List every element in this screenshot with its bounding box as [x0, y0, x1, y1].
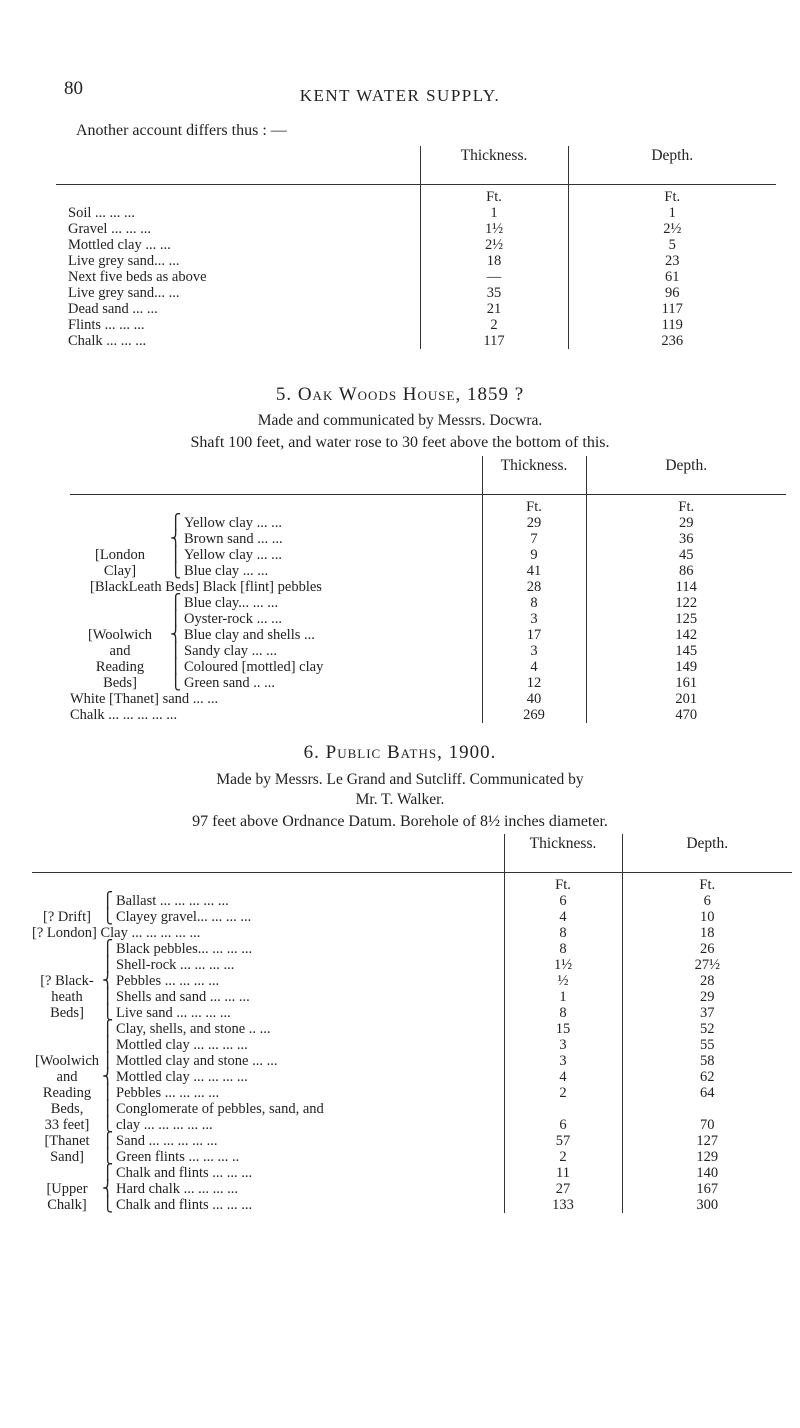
stratum-label: Live grey sand... ...: [68, 253, 180, 269]
table-section-6: [32, 834, 792, 1213]
unit-depth: Ft.: [622, 873, 792, 894]
thickness-value: 11: [504, 1165, 622, 1181]
stratum-label: Yellow clay ... ...: [184, 547, 283, 563]
table-section-5: [70, 456, 786, 723]
stratum-label: [? London] Clay ... ... ... ... ...: [32, 925, 201, 941]
group-label-drift: [? Drift]: [43, 909, 91, 925]
stratum-label: Sandy clay ... ...: [184, 643, 278, 659]
table-row: [32, 1133, 792, 1149]
stratum-label: Yellow clay ... ...: [184, 515, 283, 531]
stratum-label: Mottled clay and stone ... ...: [116, 1053, 278, 1069]
stratum-label: Blue clay and shells ...: [184, 627, 315, 643]
depth-value: 470: [586, 707, 786, 723]
depth-value: 145: [586, 643, 786, 659]
thickness-value: 27: [504, 1181, 622, 1197]
stratum-label: clay ... ... ... ... ...: [116, 1117, 213, 1133]
group-label-london-clay: [London Clay]: [95, 547, 145, 579]
section-note: Shaft 100 feet, and water rose to 30 feet above the bottom of this.: [190, 434, 610, 451]
depth-value: 62: [622, 1069, 792, 1085]
depth-value: 127: [622, 1133, 792, 1149]
stratum-label: White [Thanet] sand ... ...: [70, 691, 219, 707]
stratum-label: Clay, shells, and stone .. ...: [116, 1021, 271, 1037]
depth-value: 29: [622, 989, 792, 1005]
thickness-value: 3: [504, 1053, 622, 1069]
stratum-label: Green flints ... ... ... ..: [116, 1149, 240, 1165]
thickness-value: 41: [482, 563, 586, 579]
brace-glyph: ⎧ ⎨ ⎩: [102, 1165, 114, 1213]
depth-value: 114: [586, 579, 786, 595]
depth-value: 18: [622, 925, 792, 941]
stratum-label: Chalk ... ... ...: [68, 333, 147, 349]
depth-value: 119: [568, 317, 776, 333]
group-label-upper-chalk: [Upper Chalk]: [46, 1181, 88, 1213]
table-row: [56, 317, 776, 333]
thickness-value: 28: [482, 579, 586, 595]
depth-value: 10: [622, 909, 792, 925]
depth-value: 1: [568, 205, 776, 221]
depth-value: [622, 1101, 792, 1117]
depth-value: 122: [586, 595, 786, 611]
stratum-label: Mottled clay ... ... ... ...: [116, 1037, 248, 1053]
stratum-label: Shell-rock ... ... ... ...: [116, 957, 235, 973]
stratum-label: Live sand ... ... ... ...: [116, 1005, 231, 1021]
thickness-value: —: [420, 269, 568, 285]
stratum-label: Hard chalk ... ... ... ...: [116, 1181, 239, 1197]
thickness-value: 8: [504, 925, 622, 941]
stratum-label: Next five beds as above: [68, 269, 207, 285]
depth-value: 29: [586, 515, 786, 531]
depth-value: 23: [568, 253, 776, 269]
depth-value: 167: [622, 1181, 792, 1197]
thickness-value: 2: [420, 317, 568, 333]
col-header-thickness: Thickness.: [420, 146, 568, 185]
depth-value: 142: [586, 627, 786, 643]
stratum-label: Pebbles ... ... ... ...: [116, 973, 220, 989]
thickness-value: [504, 1101, 622, 1117]
table-row: [56, 221, 776, 237]
depth-value: 28: [622, 973, 792, 989]
depth-value: 36: [586, 531, 786, 547]
depth-value: 86: [586, 563, 786, 579]
depth-value: 55: [622, 1037, 792, 1053]
thickness-value: 3: [504, 1037, 622, 1053]
stratum-label: Clayey gravel... ... ... ...: [116, 909, 252, 925]
table-row: [56, 205, 776, 221]
thickness-value: 4: [504, 1069, 622, 1085]
group-label-woolwich-reading: [Woolwich and Reading Beds, 33 feet]: [34, 1053, 100, 1133]
table-row: [32, 1021, 792, 1037]
thickness-value: 8: [504, 1005, 622, 1021]
group-label-woolwich-reading: [Woolwich and Reading Beds]: [87, 627, 153, 691]
thickness-value: 133: [504, 1197, 622, 1213]
intro-text: Another account differs thus : —: [76, 122, 287, 139]
depth-value: 300: [622, 1197, 792, 1213]
stratum-label: Sand ... ... ... ... ...: [116, 1133, 218, 1149]
table-row: [56, 253, 776, 269]
depth-value: 161: [586, 675, 786, 691]
depth-value: 70: [622, 1117, 792, 1133]
stratum-label: Gravel ... ... ...: [68, 221, 151, 237]
depth-value: 236: [568, 333, 776, 349]
depth-value: 52: [622, 1021, 792, 1037]
brace-glyph: ⎧ ⎩: [102, 893, 114, 925]
section-attribution-line-2: Mr. T. Walker.: [355, 791, 445, 808]
thickness-value: 7: [482, 531, 586, 547]
stratum-label: Mottled clay ... ... ... ...: [116, 1069, 248, 1085]
section-heading-oak-woods: 5. Oak Woods House, 1859 ?: [275, 384, 525, 405]
table-row: [56, 285, 776, 301]
brace-glyph: ⎧ ⎪ ⎪ ⎨ ⎪ ⎪ ⎩: [102, 1021, 114, 1133]
thickness-value: 18: [420, 253, 568, 269]
depth-value: 140: [622, 1165, 792, 1181]
group-label-blackheath: [? Black- heath Beds]: [40, 973, 94, 1021]
section-attribution-line-1: Made by Messrs. Le Grand and Sutcliff. Communicated by: [216, 771, 584, 788]
stratum-label: Brown sand ... ...: [184, 531, 283, 547]
table-row: [70, 707, 786, 723]
stratum-label: Shells and sand ... ... ...: [116, 989, 250, 1005]
section-heading-public-baths: 6. Public Baths, 1900.: [303, 742, 497, 763]
thickness-value: 57: [504, 1133, 622, 1149]
table-row: [32, 893, 792, 909]
thickness-value: 2: [504, 1085, 622, 1101]
table-section-0: [56, 146, 776, 349]
thickness-value: 4: [482, 659, 586, 675]
depth-value: 37: [622, 1005, 792, 1021]
table-row: [70, 515, 786, 531]
unit-depth: Ft.: [586, 495, 786, 516]
table-row: [32, 941, 792, 957]
stratum-label: Black pebbles... ... ... ...: [116, 941, 253, 957]
table-row: [70, 579, 786, 595]
depth-value: 201: [586, 691, 786, 707]
col-header-thickness: Thickness.: [482, 456, 586, 495]
thickness-value: 6: [504, 893, 622, 909]
page-number: 80: [64, 78, 83, 99]
stratum-label: Mottled clay ... ...: [68, 237, 171, 253]
stratum-label: Coloured [mottled] clay: [184, 659, 324, 675]
brace-glyph: ⎧ ⎪ ⎨ ⎪ ⎩: [102, 941, 114, 1021]
table-row: [70, 691, 786, 707]
stratum-label: [BlackLeath Beds] Black [flint] pebbles: [90, 579, 322, 595]
thickness-value: 35: [420, 285, 568, 301]
stratum-label: Blue clay... ... ...: [184, 595, 279, 611]
table-row: [56, 301, 776, 317]
table-row: [56, 237, 776, 253]
depth-value: 61: [568, 269, 776, 285]
thickness-value: 8: [482, 595, 586, 611]
stratum-label: Chalk ... ... ... ... ...: [70, 707, 178, 723]
group-label-thanet-sand: [Thanet Sand]: [44, 1133, 90, 1165]
thickness-value: 4: [504, 909, 622, 925]
depth-value: 27½: [622, 957, 792, 973]
stratum-label: Chalk and flints ... ... ...: [116, 1165, 253, 1181]
unit-thickness: Ft.: [482, 495, 586, 516]
col-header-thickness: Thickness.: [504, 834, 622, 873]
depth-value: 2½: [568, 221, 776, 237]
depth-value: 45: [586, 547, 786, 563]
thickness-value: 6: [504, 1117, 622, 1133]
depth-value: 129: [622, 1149, 792, 1165]
stratum-label: Flints ... ... ...: [68, 317, 145, 333]
thickness-value: 3: [482, 643, 586, 659]
section-note: 97 feet above Ordnance Datum. Borehole of 8½ inches diameter.: [192, 813, 608, 830]
col-header-depth: Depth.: [568, 146, 776, 185]
thickness-value: 21: [420, 301, 568, 317]
stratum-label: Conglomerate of pebbles, sand, and: [116, 1101, 324, 1117]
thickness-value: ½: [504, 973, 622, 989]
brace-glyph: ⎧ ⎪ ⎨ ⎪ ⎪ ⎩: [170, 595, 182, 691]
thickness-value: 2½: [420, 237, 568, 253]
section-attribution: Made and communicated by Messrs. Docwra.: [257, 412, 543, 429]
thickness-value: 117: [420, 333, 568, 349]
stratum-label: Oyster-rock ... ...: [184, 611, 282, 627]
thickness-value: 3: [482, 611, 586, 627]
unit-thickness: Ft.: [420, 185, 568, 206]
thickness-value: 12: [482, 675, 586, 691]
table-row: [56, 333, 776, 349]
stratum-label: Pebbles ... ... ... ...: [116, 1085, 220, 1101]
thickness-value: 2: [504, 1149, 622, 1165]
depth-value: 96: [568, 285, 776, 301]
col-header-depth: Depth.: [622, 834, 792, 873]
unit-thickness: Ft.: [504, 873, 622, 894]
brace-glyph: ⎧ ⎩: [102, 1133, 114, 1165]
thickness-value: 40: [482, 691, 586, 707]
thickness-value: 1½: [420, 221, 568, 237]
depth-value: 5: [568, 237, 776, 253]
thickness-value: 9: [482, 547, 586, 563]
running-title: KENT WATER SUPPLY.: [299, 86, 501, 105]
thickness-value: 15: [504, 1021, 622, 1037]
stratum-label: Ballast ... ... ... ... ...: [116, 893, 229, 909]
stratum-label: Blue clay ... ...: [184, 563, 269, 579]
stratum-label: Soil ... ... ...: [68, 205, 135, 221]
thickness-value: 1: [420, 205, 568, 221]
table-row: [32, 1165, 792, 1181]
col-header-depth: Depth.: [586, 456, 786, 495]
depth-value: 26: [622, 941, 792, 957]
stratum-label: Live grey sand... ...: [68, 285, 180, 301]
thickness-value: 1: [504, 989, 622, 1005]
stratum-label: Chalk and flints ... ... ...: [116, 1197, 253, 1213]
table-row: [56, 269, 776, 285]
depth-value: 125: [586, 611, 786, 627]
thickness-value: 29: [482, 515, 586, 531]
thickness-value: 8: [504, 941, 622, 957]
depth-value: 58: [622, 1053, 792, 1069]
stratum-label: Dead sand ... ...: [68, 301, 158, 317]
brace-glyph: ⎧ ⎨ ⎪ ⎩: [170, 515, 182, 579]
depth-value: 6: [622, 893, 792, 909]
unit-depth: Ft.: [568, 185, 776, 206]
depth-value: 117: [568, 301, 776, 317]
thickness-value: 269: [482, 707, 586, 723]
depth-value: 149: [586, 659, 786, 675]
table-row: [32, 925, 792, 941]
thickness-value: 17: [482, 627, 586, 643]
thickness-value: 1½: [504, 957, 622, 973]
table-row: [70, 595, 786, 611]
stratum-label: Green sand .. ...: [184, 675, 276, 691]
depth-value: 64: [622, 1085, 792, 1101]
